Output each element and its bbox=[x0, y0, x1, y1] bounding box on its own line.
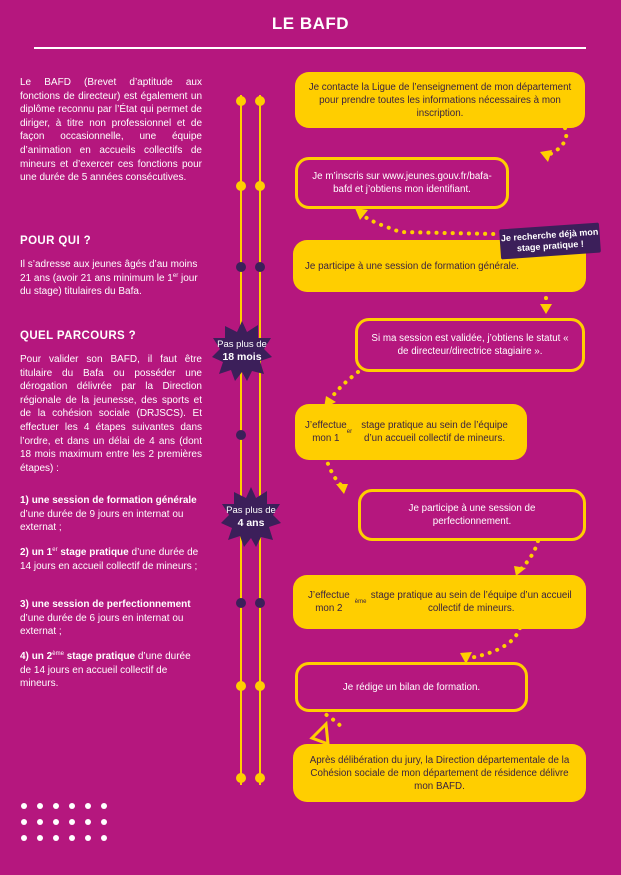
decorative-dot-grid bbox=[20, 802, 130, 852]
flow-step-2: Je m’inscris sur www.jeunes.gouv.fr/bafa-bafd et j’obtiens mon identifiant. bbox=[295, 157, 509, 209]
pour-qui-heading: POUR QUI ? bbox=[20, 235, 92, 247]
badge-4-ans: Pas plus de 4 ans bbox=[220, 486, 282, 548]
intro-paragraph: Le BAFD (Brevet d’aptitude aux fonctions de directeur) est également un diplôme reconnu par l’État qui permet de diriger, à titre non professionnel et de façon occasionnelle, une équipe d’animation en accueils collectifs de mineurs et d’exercer ces fonctions pour une durée de 5 années consécutives. bbox=[20, 77, 202, 184]
flow-step-3: Je participe à une session de formation générale. bbox=[293, 240, 586, 292]
flow-step-1: Je contacte la Ligue de l’enseignement de mon département pour prendre toutes les informations nécessaires à mon inscription. bbox=[295, 72, 585, 128]
badge-18-mois: Pas plus de 18 mois bbox=[211, 320, 273, 382]
pour-qui-text: Il s’adresse aux jeunes âgés d’au moins 21 ans (avoir 21 ans minimum le 1er jour du stage) titulaires du Bafa. bbox=[20, 259, 198, 298]
tag-stage-pratique: Je recherche déjà mon stage pratique ! bbox=[499, 223, 601, 260]
step-4: 4) un 2ème stage pratique d’une durée de 14 jours en accueil collectif de mineurs. bbox=[20, 651, 191, 690]
page-title: LE BAFD bbox=[271, 14, 350, 33]
flow-step-4: Si ma session est validée, j’obtiens le statut « de directeur/directrice stagiaire ». bbox=[355, 318, 585, 372]
step-2: 2) un 1er stage pratique d’une durée de 14 jours en accueil collectif de mineurs ; bbox=[20, 547, 199, 572]
flow-step-9: Après délibération du jury, la Direction départementale de la Cohésion sociale de mon département de résidence délivre mon BAFD. bbox=[293, 744, 586, 802]
parcours-heading: QUEL PARCOURS ? bbox=[20, 330, 137, 342]
step-3: 3) une session de perfectionnement d’une durée de 6 jours en internat ou externat ; bbox=[20, 599, 191, 638]
flow-step-6: Je participe à une session de perfectionnement. bbox=[358, 489, 586, 541]
flow-step-5: J’effectue mon 1 er stage pratique au sein de l’équipe d’un accueil collectif de mineurs. bbox=[295, 404, 527, 460]
flow-step-8: Je rédige un bilan de formation. bbox=[295, 662, 528, 712]
flow-step-7: J’effectue mon 2 ème stage pratique au sein de l’équipe d’un accueil collectif de mineurs. bbox=[293, 575, 586, 629]
step-1: 1) une session de formation générale d’une durée de 9 jours en internat ou externat ; bbox=[20, 495, 197, 534]
triangle-icon bbox=[312, 724, 328, 744]
parcours-text: Pour valider son BAFD, il faut être titulaire du Bafa ou posséder une dérogation délivrée par la Direction régionale de la jeunesse, des sports et de la cohésion sociale (DRJSCS). Et effectuer les 4 étapes suivantes dans l’ordre, et dans un délai de 4 ans (dont 18 mois maximum entre les 2 premières étapes) : bbox=[20, 354, 202, 474]
